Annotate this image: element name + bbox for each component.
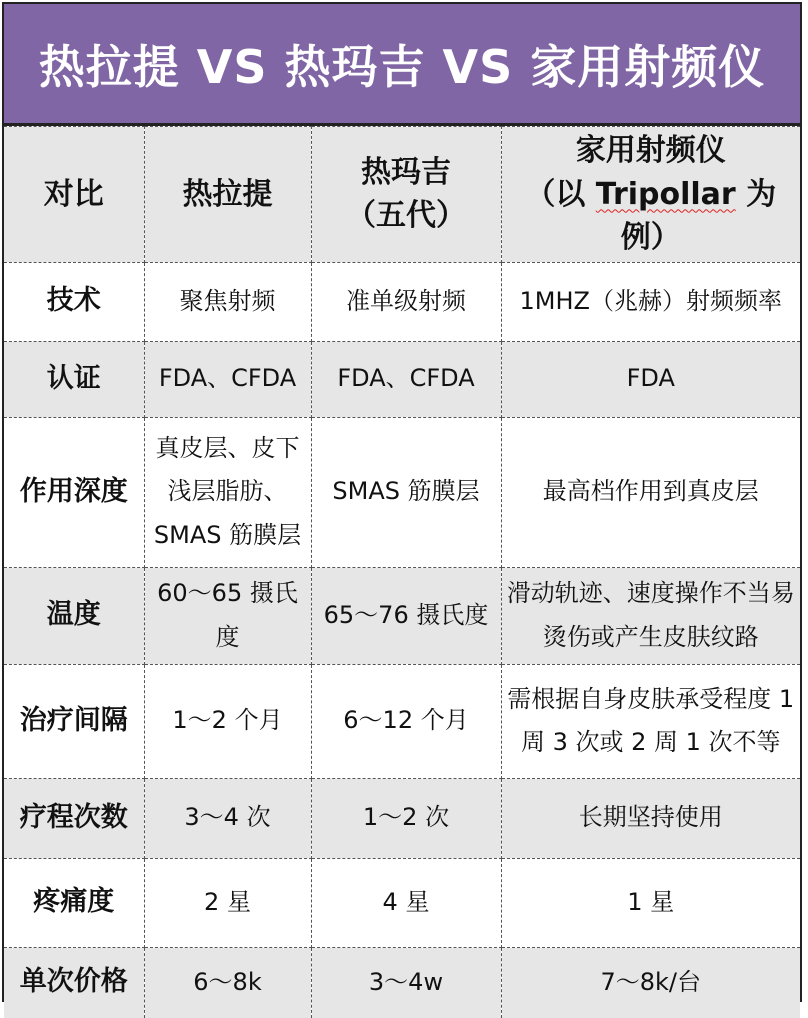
table-cell: 7～8k/台 bbox=[501, 947, 800, 1018]
comparison-table bbox=[4, 126, 800, 1018]
cell-line: 烫伤或产生皮肤纹路 bbox=[542, 622, 759, 651]
table-row bbox=[4, 417, 800, 567]
table-cell: 3～4w bbox=[311, 947, 501, 1018]
header-thermage-flx-alt: 热拉提 bbox=[144, 127, 311, 263]
row-label: 作用深度 bbox=[4, 417, 144, 567]
row-label: 疼痛度 bbox=[4, 858, 144, 947]
row-label: 温度 bbox=[4, 567, 144, 664]
table-cell bbox=[501, 664, 800, 778]
table-cell: 1～2 次 bbox=[311, 778, 501, 858]
header-home-rf bbox=[501, 127, 800, 263]
cell-line: SMAS 筋膜层 bbox=[153, 520, 302, 549]
row-label: 认证 bbox=[4, 341, 144, 417]
table-row bbox=[4, 664, 800, 778]
table-cell: 准单级射频 bbox=[311, 262, 501, 341]
table-row bbox=[4, 341, 800, 417]
table-cell: 65～76 摄氏度 bbox=[311, 567, 501, 664]
table-cell: FDA、CFDA bbox=[311, 341, 501, 417]
header-thermage-name: 热玛吉 bbox=[361, 154, 451, 190]
row-label: 单次价格 bbox=[4, 947, 144, 1018]
table-cell: 1 星 bbox=[501, 858, 800, 947]
header-home-rf-close: 为例） bbox=[620, 176, 777, 255]
cell-line: 需根据自身皮肤承受程度 1 bbox=[507, 684, 795, 713]
header-thermage bbox=[311, 127, 501, 263]
table-cell: 长期坚持使用 bbox=[501, 778, 800, 858]
row-label: 技术 bbox=[4, 262, 144, 341]
table-cell: 最高档作用到真皮层 bbox=[501, 417, 800, 567]
table-row bbox=[4, 778, 800, 858]
table-cell: 1MHZ（兆赫）射频频率 bbox=[501, 262, 800, 341]
cell-line: 周 3 次或 2 周 1 次不等 bbox=[520, 728, 781, 756]
table-cell bbox=[501, 567, 800, 664]
table-cell: 1～2 个月 bbox=[144, 664, 311, 778]
table-cell: 6～12 个月 bbox=[311, 664, 501, 778]
header-thermage-gen: （五代） bbox=[346, 198, 466, 234]
table-row bbox=[4, 262, 800, 341]
table-row bbox=[4, 858, 800, 947]
table-cell: 6～8k bbox=[144, 947, 311, 1018]
table-cell: FDA bbox=[501, 341, 800, 417]
table-cell: FDA、CFDA bbox=[144, 341, 311, 417]
table-cell: 60～65 摄氏度 bbox=[144, 567, 311, 664]
page-title: 热拉提 VS 热玛吉 VS 家用射频仪 bbox=[2, 2, 802, 126]
header-home-rf-brand: Tripollar bbox=[595, 176, 736, 212]
header-home-rf-name: 家用射频仪 bbox=[575, 133, 726, 168]
table-row bbox=[4, 567, 800, 664]
header-home-rf-open: （以 bbox=[525, 176, 596, 212]
table-cell: 聚焦射频 bbox=[144, 262, 311, 341]
cell-line: 滑动轨迹、速度操作不当易 bbox=[506, 579, 795, 608]
row-label: 治疗间隔 bbox=[4, 664, 144, 778]
row-label: 疗程次数 bbox=[4, 778, 144, 858]
table-cell: 2 星 bbox=[144, 858, 311, 947]
header-row bbox=[4, 127, 800, 263]
table-cell bbox=[144, 417, 311, 567]
cell-line: 浅层脂肪、 bbox=[167, 477, 288, 506]
table-cell: SMAS 筋膜层 bbox=[311, 417, 501, 567]
cell-line: 真皮层、皮下 bbox=[155, 434, 300, 463]
table-cell: 4 星 bbox=[311, 858, 501, 947]
table-row bbox=[4, 947, 800, 1018]
table-cell: 3～4 次 bbox=[144, 778, 311, 858]
header-compare: 对比 bbox=[4, 127, 144, 263]
